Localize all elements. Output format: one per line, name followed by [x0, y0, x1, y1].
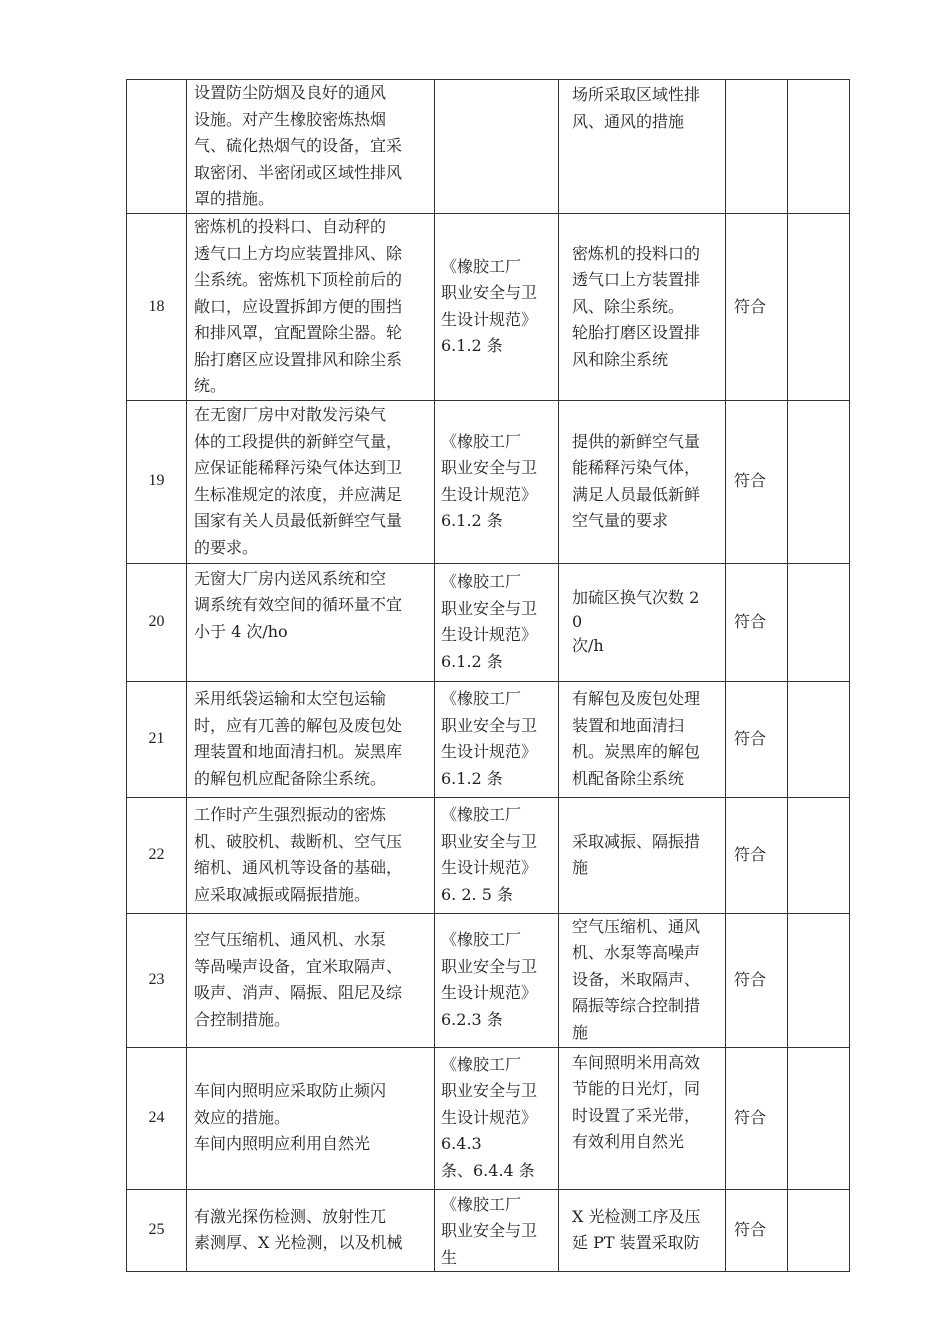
requirement-cell	[187, 681, 435, 797]
basis-text: 《橡胶工厂 职业安全与卫 生设计规范》 6. 2. 5 条	[441, 805, 538, 904]
table-row	[127, 797, 850, 913]
status-cell	[559, 913, 726, 1047]
table-row	[127, 681, 850, 797]
blank-cell	[788, 80, 850, 214]
row-number: 21	[127, 681, 187, 797]
requirement-text: 工作时产生强烈振动的密炼 机、破胶机、裁断机、空气压 缩机、通风机等设备的基础， 应采取减振或隔振措施。	[194, 805, 403, 904]
status-text: 空气压缩机、通风 机、水泵等高噪声 设备，米取隔声、 隔振等综合控制措 施	[572, 916, 701, 1042]
basis-cell	[435, 913, 559, 1047]
requirement-text: 空气压缩机、通风机、水泵 等咼噪声设备，宜米取隔声、 吸声、消声、隔振、阻尼及综 合控制措施。	[194, 930, 403, 1029]
basis-cell	[435, 1047, 559, 1189]
status-text: 提供的新鲜空气量 能稀释污染气体， 满足人员最低新鲜 空气量的要求	[572, 431, 701, 530]
compliance-table	[126, 79, 850, 1272]
basis-text: 《橡胶工厂 职业安全与卫 生设计规范》 6.1.2 条	[441, 256, 538, 356]
blank-cell	[788, 797, 850, 913]
requirement-text: 采用纸袋运输和太空包运输 时，应有兀善的解包及废包处 理装置和地面清扫机。炭黑库 的解包机应配备除尘系统。	[194, 689, 403, 788]
requirement-cell	[187, 400, 435, 563]
status-text: 加硫区换气次数 2 0 次/h	[572, 588, 700, 655]
blank-cell	[788, 214, 850, 401]
requirement-cell	[187, 80, 435, 214]
row-number: 25	[127, 1189, 187, 1272]
requirement-text: 无窗大厂房内送风系统和空 调系统有效空间的循环量不宜 小于 4 次/ho	[194, 568, 403, 641]
basis-cell	[435, 797, 559, 913]
status-text: 车间照明米用高效 节能的日光灯，同 时设置了采光带， 有效利用自然光	[572, 1052, 701, 1151]
row-number: 18	[127, 214, 187, 401]
blank-cell	[788, 400, 850, 563]
requirement-text: 有激光探伤检测、放射性兀 素测厚、X 光检测，以及机械	[194, 1206, 403, 1253]
row-number: 24	[127, 1047, 187, 1189]
basis-cell	[435, 214, 559, 401]
table-row	[127, 214, 850, 401]
table-row	[127, 400, 850, 563]
result-cell: 符合	[726, 797, 788, 913]
requirement-cell	[187, 563, 435, 681]
result-cell: 符合	[726, 1189, 788, 1272]
row-number: 20	[127, 563, 187, 681]
status-cell	[559, 400, 726, 563]
basis-text: 《橡胶工厂 职业安全与卫 生设计规范》 6.1.2 条	[441, 572, 538, 671]
status-cell	[559, 80, 726, 214]
requirement-text: 车间内照明应采取防止频闪 效应的措施。 车间内照明应利用自然光	[194, 1081, 387, 1154]
basis-text: 《橡胶工厂 职业安全与卫 生设计规范》 6.2.3 条	[441, 930, 538, 1029]
status-cell	[559, 214, 726, 401]
status-cell	[559, 563, 726, 681]
result-cell	[726, 80, 788, 214]
table-row	[127, 913, 850, 1047]
blank-cell	[788, 1047, 850, 1189]
requirement-text: 密炼机的投料口、自动秤的 透气口上方均应装置排风、除 尘系统。密炼机下顶栓前后的 敞口，应设置拆卸方便的围挡 和排风罩，宜配置除尘器。轮 胎打磨区应设置排风和除尘系 统。	[194, 217, 403, 395]
blank-cell	[788, 1189, 850, 1272]
status-text: 采取减振、隔振措 施	[572, 831, 701, 877]
basis-cell	[435, 400, 559, 563]
result-cell: 符合	[726, 400, 788, 563]
result-cell: 符合	[726, 214, 788, 401]
requirement-cell	[187, 214, 435, 401]
table-row	[127, 563, 850, 681]
table-row	[127, 1047, 850, 1189]
requirement-cell	[187, 913, 435, 1047]
status-cell	[559, 797, 726, 913]
basis-cell	[435, 80, 559, 214]
basis-cell	[435, 563, 559, 681]
requirement-cell	[187, 1189, 435, 1272]
basis-text: 《橡胶工厂 职业安全与卫 生设计规范》 6.1.2 条	[441, 689, 538, 788]
result-cell: 符合	[726, 681, 788, 797]
status-text: 场所采取区域性排 风、通风的措施	[572, 85, 701, 131]
basis-text: 《橡胶工厂 职业安全与卫 生设计规范》 6.1.2 条	[441, 431, 538, 530]
row-number: 23	[127, 913, 187, 1047]
requirement-cell	[187, 797, 435, 913]
basis-text: 《橡胶工厂 职业安全与卫 生设计规范》 6.4.3 条、6.4.4 条	[441, 1054, 538, 1180]
status-cell	[559, 681, 726, 797]
status-text: 有解包及废包处理 装置和地面清扫 机。炭黑库的解包 机配备除尘系统	[572, 689, 701, 788]
requirement-cell	[187, 1047, 435, 1189]
basis-cell	[435, 1189, 559, 1272]
basis-text: 《橡胶工厂 职业安全与卫 生	[441, 1194, 538, 1267]
result-cell: 符合	[726, 563, 788, 681]
status-cell	[559, 1047, 726, 1189]
blank-cell	[788, 913, 850, 1047]
result-cell: 符合	[726, 1047, 788, 1189]
status-text: 密炼机的投料口的 透气口上方装置排 风、除尘系统。 轮胎打磨区设置排 风和除尘系统	[572, 243, 701, 369]
requirement-text: 设置防尘防烟及良好的通风 设施。对产生橡胶密炼热烟 气、硫化热烟气的设备，宜采 取密闭、半密闭或区域性排风 罩的措施。	[194, 83, 403, 209]
status-text: X 光检测工序及压 延 PT 装置采取防	[572, 1206, 701, 1253]
result-cell: 符合	[726, 913, 788, 1047]
table-row	[127, 80, 850, 214]
row-number	[127, 80, 187, 214]
blank-cell	[788, 563, 850, 681]
requirement-text: 在无窗厂房中对散发污染气 体的工段提供的新鲜空气量， 应保证能稀释污染气体达到卫 生标准规定的浓度，并应满足 国家有关人员最低新鲜空气量 的要求。	[194, 405, 403, 557]
basis-cell	[435, 681, 559, 797]
table-row	[127, 1189, 850, 1272]
row-number: 19	[127, 400, 187, 563]
status-cell	[559, 1189, 726, 1272]
blank-cell	[788, 681, 850, 797]
row-number: 22	[127, 797, 187, 913]
